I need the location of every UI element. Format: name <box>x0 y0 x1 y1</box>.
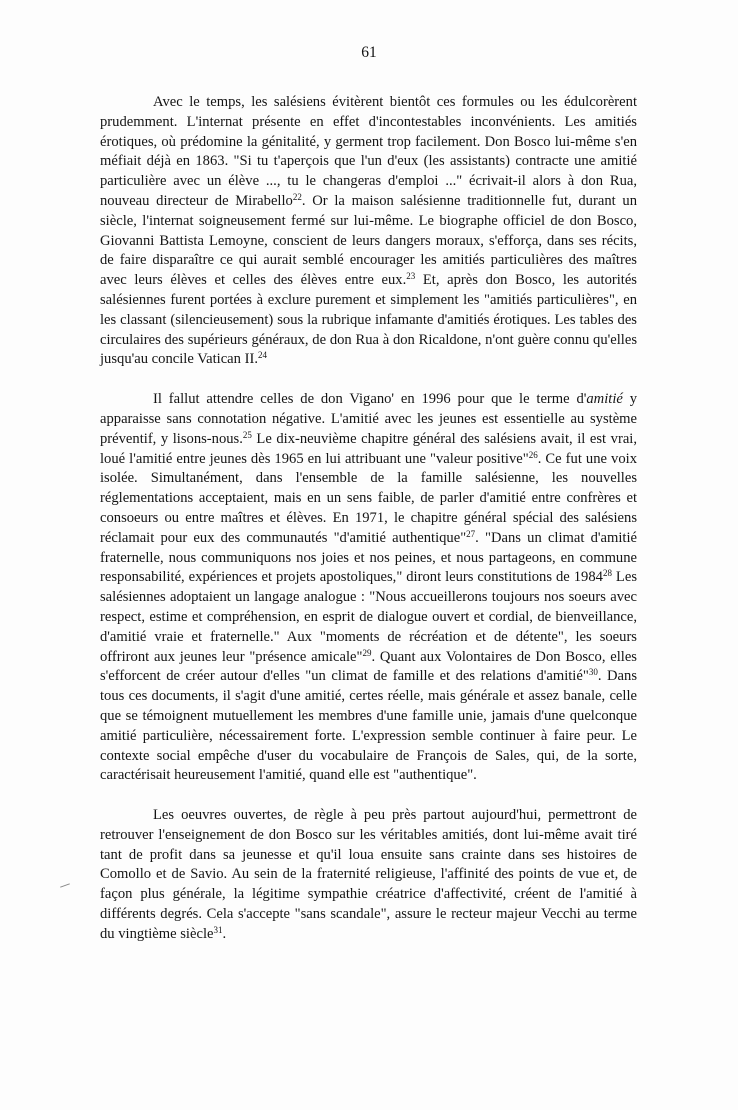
text-run: . Or la maison salésienne traditionnelle fut, durant un siècle, l'internat soigneusement fermé sur lui-même. Le biographe officiel de don Bosco, Giovanni Battista Lemoyne, conscient de leurs dangers moraux, s'efforça, dans ses récits, de faire disparaître ce qui aurait semblé encourager les amitiés particulières des maîtres avec leurs élèves et celles des élèves entre eux. <box>100 192 637 289</box>
footnote-ref: 24 <box>257 350 267 361</box>
text-run: . Dans tous ces documents, il s'agit d'une amitié, certes réelle, mais générale et assez banale, celle que se témoignent mutuellement les membres d'une famille unie, jamais d'une quelconque amitié particulière, nécessairement forte. L'expression semble continuer à faire peur. Le contexte social empêche d'user du vocabulaire de François de Sales, qui, de la sorte, caractérisait heureusement l'amitié, quand elle est "authentique". <box>100 668 637 784</box>
footnote-ref: 28 <box>602 568 612 579</box>
footnote-ref: 27 <box>466 528 476 539</box>
page-number: 61 <box>361 44 377 61</box>
footnote-ref: 23 <box>406 271 416 282</box>
text-run: Le dix-neuvième chapitre général des salésiens avait, il est vrai, loué l'amitié entre jeunes dès 1965 en lui attribuant une "valeur positive" <box>100 430 637 467</box>
paragraph <box>100 806 637 945</box>
text-run: y apparaisse sans connotation négative. L'amitié avec les jeunes est essentielle au système préventif, y lisons-nous. <box>100 391 637 447</box>
text-run: Les salésiennes adoptaient un langage analogue : "Nous accueillerons toujours nos soeurs avec respect, estime et compréhension, en esprit de dialogue ouvert et cordial, de bienveillance, d'amitié vraie et fraternelle." Aux "moments de récréation et de détente", les soeurs offriront aux jeunes leur "présence amicale" <box>100 569 637 665</box>
scan-mark <box>60 883 70 887</box>
body-text <box>100 93 637 945</box>
footnote-ref: 31 <box>213 924 223 935</box>
text-run: Avec le temps, les salésiens évitèrent bientôt ces formules ou les édulcorèrent prudemment. L'internat présente en effet d'incontestables inconvénients. Les amitiés érotiques, où prédomine la génitalité, y germent trop facilement. Don Bosco lui-même s'en méfiait déjà en 1863. "Si tu t'aperçois que l'un d'eux (les assistants) contracte une amitié particulière avec un élève ..., tu le changeras d'emploi ..." écrivait-il alors à don Rua, nouveau directeur de Mirabello <box>100 94 637 209</box>
text-run: . Ce fut une voix isolée. Simultanément, dans l'ensemble de la famille salésienne, les nouvelles réglementations acceptaient, mais en un sens faible, de parler d'amitié entre confrères et consoeurs ou entre maîtres et élèves. En 1971, le chapitre général spécial des salésiens réclamait pour eux des communautés "d'amitié authentique" <box>100 450 637 546</box>
text-run: . <box>222 925 227 942</box>
footnote-ref: 22 <box>292 191 302 202</box>
paragraph <box>100 93 637 370</box>
footnote-ref: 29 <box>362 647 372 658</box>
text-run: Et, après don Bosco, les autorités salésiennes furent portées à exclure purement et simplement les "amitiés particulières", en les classant (silencieusement) sous la rubrique infamante d'amitiés érotiques. Les tables des circulaires des supérieurs généraux, de don Rua à don Ricaldone, n'ont guère connu qu'elles jusqu'au concile Vatican II. <box>100 272 637 368</box>
text-run: . "Dans un climat d'amitié fraternelle, nous communiquons nos joies et nos peines, et nous partageons, en commune responsabilité, expériences et projets apostoliques," diront leurs constitutions de 1984 <box>100 529 637 586</box>
emphasized-term: amitié <box>586 391 623 408</box>
paragraph <box>100 390 637 786</box>
text-run: Les oeuvres ouvertes, de règle à peu près partout aujourd'hui, permettront de retrouver l'enseignement de don Bosco sur les véritables amitiés, dont lui-même avait tiré tant de profit dans sa jeunesse et qu'il loua ensuite sans crainte dans ses histoires de Comollo et de Savio. Au sein de la fraternité religieuse, l'affinité des points de vue et, de façon plus générale, la légitime sympathie créatrice d'affectivité, créent de l'amitié à différents degrés. Cela s'accepte "sans scandale", assure le recteur majeur Vecchi au terme du vingtième siècle <box>100 807 637 942</box>
footnote-ref: 25 <box>242 429 252 440</box>
text-run: Il fallut attendre celles de don Vigano' en 1996 pour que le terme d' <box>153 391 587 408</box>
footnote-ref: 26 <box>528 449 538 460</box>
footnote-ref: 30 <box>588 667 598 678</box>
text-run: . Quant aux Volontaires de Don Bosco, elles s'efforcent de créer autour d'elles "un climat de famille et des relations d'amitié" <box>100 648 637 685</box>
